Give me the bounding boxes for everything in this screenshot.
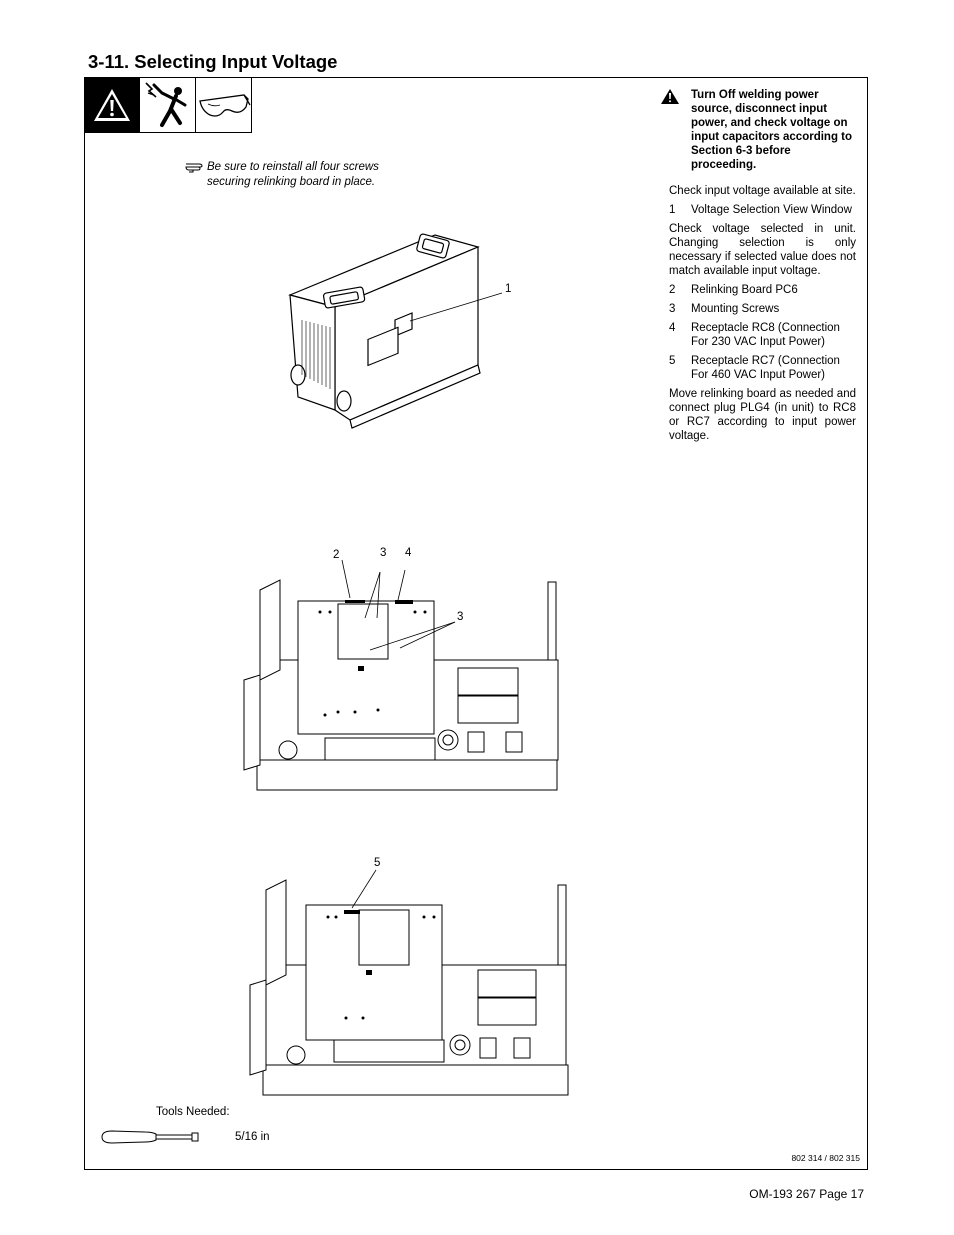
legend-item-2 — [669, 283, 856, 297]
instruction-para-3: Move relinking board as needed and connect plug PLG4 (in unit) to RC8 or RC7 according to input power voltage. — [669, 388, 856, 442]
legend-text: Receptacle RC8 (Connection For 230 VAC Input Power) — [691, 322, 840, 348]
nut-driver-icon — [100, 1128, 200, 1146]
welder-unit-illustration — [280, 225, 500, 435]
legend-text: Voltage Selection View Window — [691, 204, 852, 216]
callout-5: 5 — [374, 857, 381, 869]
safety-glasses-icon — [196, 77, 252, 133]
warning-triangle-small-icon — [660, 88, 680, 105]
legend-item-4 — [669, 321, 856, 349]
relinking-board-view-rc7 — [236, 870, 576, 1100]
callout-1: 1 — [505, 283, 512, 295]
legend-text: Mounting Screws — [691, 303, 780, 315]
legend-number: 1 — [669, 204, 676, 216]
legend-number: 5 — [669, 355, 676, 367]
callout-4: 4 — [405, 547, 412, 559]
warning-text: Turn Off welding power source, disconnect input power, and check voltage on input capacitors according to Section 6-3 before proceeding. — [691, 89, 853, 171]
instruction-column — [669, 88, 856, 448]
part-numbers: 802 314 / 802 315 — [791, 1153, 860, 1163]
legend-item-1 — [669, 203, 856, 217]
callout-3-top: 3 — [380, 547, 387, 559]
note-text: Be sure to reinstall all four screws securing relinking board in place. — [207, 161, 379, 188]
legend-text: Relinking Board PC6 — [691, 284, 798, 296]
warning-block — [669, 88, 856, 172]
tool-size: 5/16 in — [235, 1131, 270, 1143]
relinking-board-view-rc8 — [230, 560, 570, 795]
instruction-para-1: Check input voltage available at site. — [669, 185, 856, 197]
electric-shock-icon — [140, 77, 196, 133]
legend-number: 4 — [669, 322, 676, 334]
legend-item-3 — [669, 302, 856, 316]
warning-triangle-icon — [84, 77, 140, 133]
section-title: 3-11. Selecting Input Voltage — [88, 51, 338, 72]
callout-3-side: 3 — [457, 611, 464, 623]
tools-needed-label: Tools Needed: — [156, 1106, 230, 1118]
legend-text: Receptacle RC7 (Connection For 460 VAC Input Power) — [691, 355, 840, 381]
instruction-para-2: Check voltage selected in unit. Changing selection is only necessary if selected value does not match available input voltage. — [669, 223, 856, 277]
reinstall-screws-note — [185, 160, 415, 190]
pointing-hand-icon — [185, 161, 205, 173]
legend-number: 2 — [669, 284, 676, 296]
page-footer: OM-193 267 Page 17 — [749, 1187, 864, 1201]
callout-2: 2 — [333, 549, 340, 561]
legend-item-5 — [669, 354, 856, 382]
safety-symbols — [84, 77, 252, 133]
legend-number: 3 — [669, 303, 676, 315]
